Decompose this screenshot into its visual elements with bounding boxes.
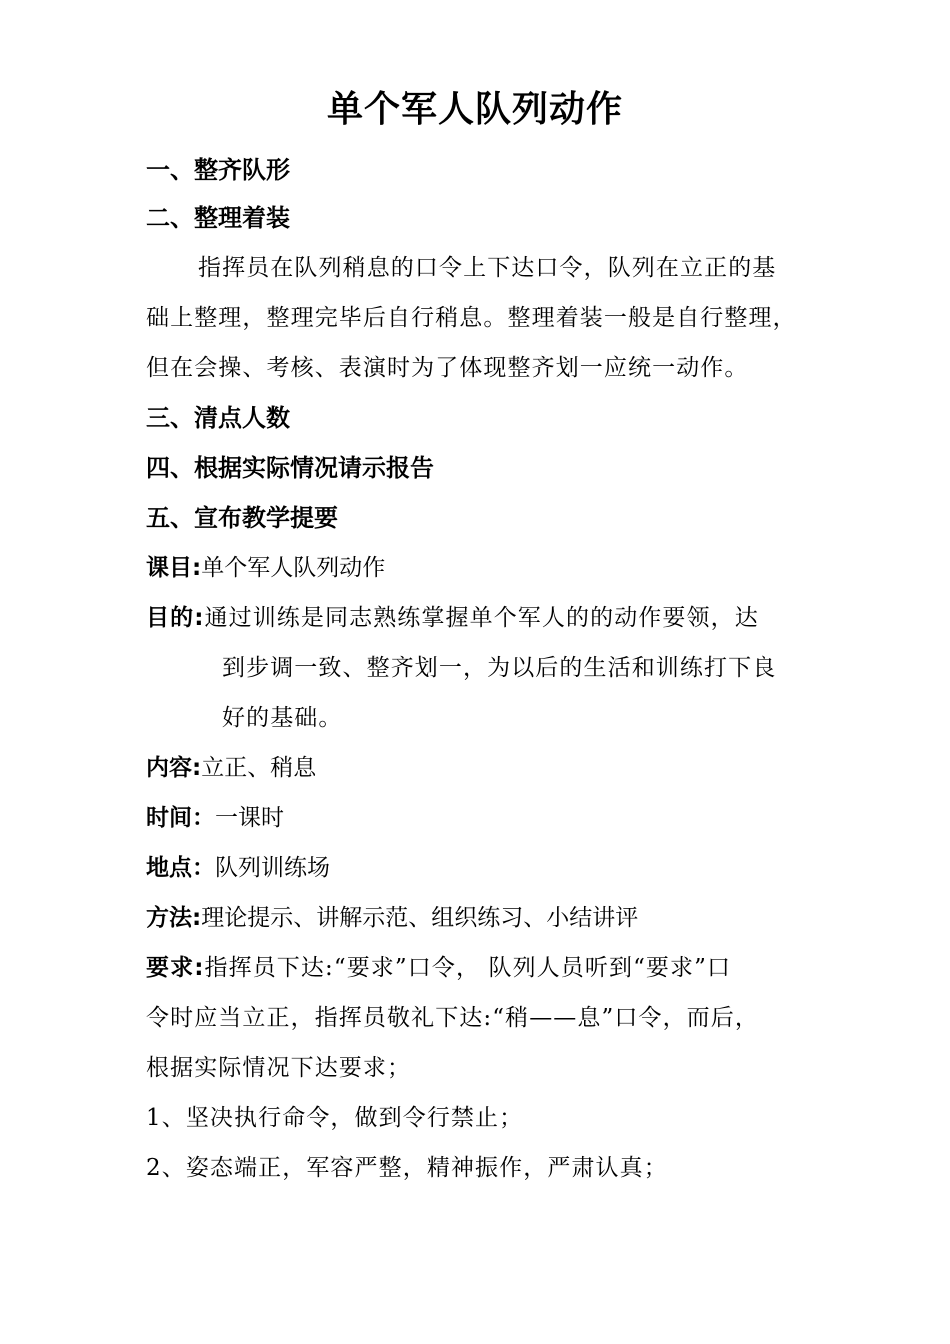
time-value: 一课时 (215, 805, 284, 831)
purpose-row (146, 600, 759, 636)
subject-row (146, 550, 385, 586)
place-value: 队列训练场 (215, 855, 330, 881)
list-item: 2、姿态端正，军容严整，精神振作，严肃认真； (146, 1155, 668, 1181)
requirement-line: 根据实际情况下达要求； (146, 1055, 412, 1081)
list-item: 1、坚决执行命令，做到令行禁止； (146, 1105, 524, 1131)
paragraph-line: 指挥员在队列稍息的口令上下达口令，队列在立正的基 (198, 255, 777, 281)
requirement-line: 指挥员下达:“要求”口令， 队列人员听到“要求”口 (204, 955, 732, 981)
document-title: 单个军人队列动作 (326, 89, 623, 130)
section-heading-4: 四、根据实际情况请示报告 (146, 454, 434, 482)
subject-value: 单个军人队列动作 (201, 555, 386, 581)
section-heading-5: 五、宣布教学提要 (146, 504, 338, 532)
purpose-line: 到步调一致、整齐划一，为以后的生活和训练打下良 (222, 655, 777, 681)
method-label: 方法: (146, 905, 202, 931)
time-label: 时间： (146, 805, 215, 831)
paragraph-line: 础上整理，整理完毕后自行稍息。整理着装一般是自行整理， (146, 305, 797, 331)
method-value: 理论提示、讲解示范、组织练习、小结讲评 (201, 905, 639, 931)
purpose-line: 通过训练是同志熟练掌握单个军人的的动作要领，达 (204, 605, 759, 631)
content-row (146, 750, 316, 786)
requirement-label: 要求: (146, 955, 205, 981)
requirement-row (146, 950, 731, 986)
content-label: 内容: (146, 755, 202, 781)
requirement-line: 令时应当立正，指挥员敬礼下达:“稍——息”口令，而后， (146, 1005, 759, 1031)
section-heading-2: 二、整理着装 (146, 204, 290, 232)
paragraph-line: 但在会操、考核、表演时为了体现整齐划一应统一动作。 (146, 355, 749, 381)
place-label: 地点： (146, 855, 215, 881)
content-value: 立正、稍息 (201, 755, 317, 781)
method-row (146, 900, 638, 936)
subject-label: 课目: (146, 555, 202, 581)
section-heading-3: 三、清点人数 (146, 404, 290, 432)
place-row (146, 850, 330, 886)
time-row (146, 800, 284, 836)
purpose-label: 目的: (146, 605, 205, 631)
purpose-line: 好的基础。 (222, 705, 343, 731)
section-heading-1: 一、整齐队形 (146, 156, 290, 184)
